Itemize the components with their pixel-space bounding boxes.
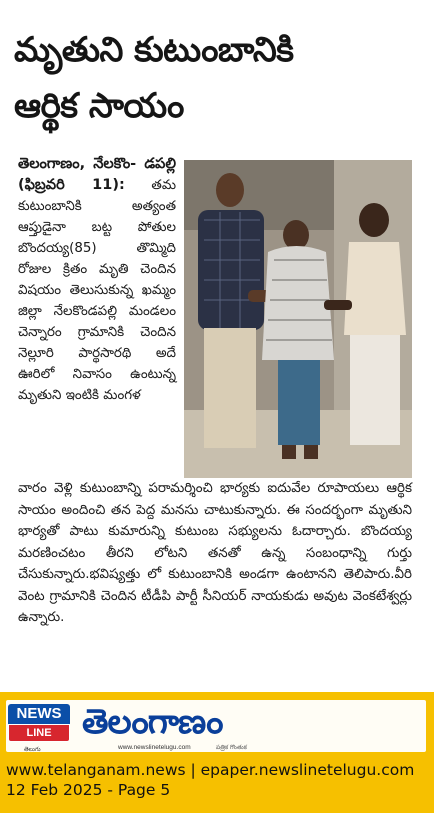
footer-date-page: 12 Feb 2025 - Page 5 bbox=[6, 781, 171, 799]
article-headline bbox=[14, 22, 424, 134]
badge-line: LINE bbox=[8, 724, 70, 742]
article-column-text: తమ కుటుంబానికి అత్యంత ఆప్తుడైనా బట్ట పోతుల బొందయ్య(85) తొమ్మిది రోజుల క్రితం మృతి చెందిన విషయం తెలుసుకున్న ఖమ్మం జిల్లా నేలకొండపల్లి మండలం చెన్నారం గ్రామానికి చెందిన నెల్లూరి పార్థసారథి అదే ఊరిలో నివాసం ఉంటున్న మృతుని ఇంటికి మంగళ bbox=[18, 178, 176, 403]
badge-news: NEWS bbox=[8, 704, 70, 724]
headline-line-2: ఆర్థిక సాయం bbox=[14, 86, 184, 126]
article-column bbox=[18, 154, 176, 406]
news-photo-icon bbox=[184, 160, 412, 478]
news-photo bbox=[184, 160, 412, 478]
newsline-logo-icon bbox=[8, 704, 70, 746]
article-body-text: వారం వెళ్లి కుటుంబాన్ని పరామర్శించి భార్యకు ఐదువేల రూపాయలు ఆర్థిక సాయం అందించి తన పెద్ద మనసు చాటుకున్నారు. ఈ సందర్భంగా మృతుని భార్యతో పాటు కుమారున్ని కుటుంబ సభ్యులను ఓదార్చారు. బొందయ్య మరణించటం తీరని లోటని తనతో ఉన్న సంబంధాన్ని గుర్తు చేసుకున్నారు.భవిష్యత్తు లో కుటుంబానికి అండగా ఉంటానని తెలిపారు.వీరి వెంట గ్రామానికి చెందిన టీడీపి పార్టీ సీనియర్ నాయకుడు అవుట వెంకటేశ్వర్లు ఉన్నారు. bbox=[18, 481, 412, 625]
article-body bbox=[18, 478, 412, 629]
brand-website[interactable]: www.newslinetelugu.com bbox=[118, 744, 191, 751]
badge-subtitle: తెలుగు bbox=[24, 746, 41, 753]
brand-name: తెలంగాణం bbox=[82, 702, 223, 742]
masthead-logo bbox=[6, 700, 426, 752]
footer-urls[interactable]: www.telanganam.news | epaper.newslinetelugu.com bbox=[6, 761, 415, 779]
headline-line-1: మృతుని కుటుంబానికి bbox=[14, 30, 294, 70]
brand-tagline: పత్రిక గొంతుక bbox=[216, 744, 247, 751]
article-dateline: తెలంగాణం, నేలకొం- డపల్లి (ఫిబ్రవరి 11): bbox=[18, 156, 176, 193]
